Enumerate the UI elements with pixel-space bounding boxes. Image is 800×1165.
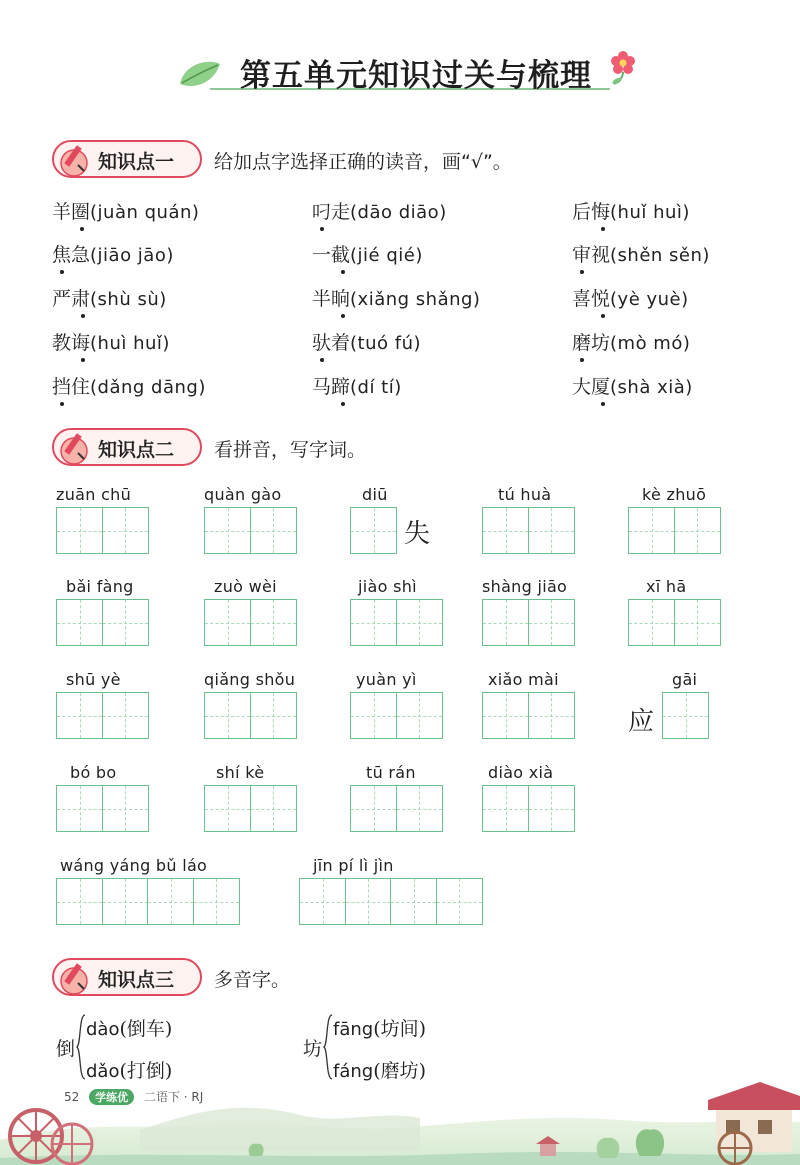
- pinyin-word: [56, 763, 156, 833]
- emphasis-dot: [601, 227, 605, 231]
- writing-cell[interactable]: [102, 785, 149, 832]
- pinyin-label: jiào shì: [358, 577, 417, 596]
- reading-pinyin: dào: [86, 1019, 120, 1040]
- grade-label: 二语下 · RJ: [143, 1090, 204, 1104]
- pinyin-word: [56, 577, 156, 647]
- section-header-1: [52, 140, 800, 180]
- pencil-hand-icon: [56, 431, 94, 465]
- emphasis-dot: [81, 358, 85, 362]
- polyphonic-reading: [86, 1014, 172, 1041]
- reading-item: [572, 240, 710, 267]
- writing-cell[interactable]: [250, 599, 297, 646]
- reading-options[interactable]: (dǎng dāng): [90, 377, 206, 398]
- pinyin-word: [482, 485, 582, 555]
- writing-cell[interactable]: [56, 507, 103, 554]
- reading-item: [312, 284, 480, 311]
- reading-word: 教诲: [52, 332, 91, 354]
- writing-cell[interactable]: [345, 878, 392, 925]
- reading-word: 焦急: [52, 244, 91, 266]
- reading-item: [572, 197, 690, 224]
- writing-cell[interactable]: [102, 878, 149, 925]
- writing-cell[interactable]: [250, 785, 297, 832]
- reading-item: [312, 328, 421, 355]
- pinyin-word: [56, 670, 156, 740]
- pinyin-word: [482, 670, 582, 740]
- brand-badge: 学练优: [89, 1089, 134, 1105]
- section-label: 知识点三: [98, 969, 175, 991]
- page-number: 52: [64, 1090, 80, 1104]
- reading-item: [52, 284, 167, 311]
- reading-options[interactable]: (juàn quán): [90, 202, 200, 223]
- writing-cell[interactable]: [204, 507, 251, 554]
- writing-cell[interactable]: [628, 507, 675, 554]
- reading-example: (倒车): [119, 1018, 173, 1040]
- pinyin-word: [482, 577, 582, 647]
- reading-item: [312, 197, 447, 224]
- emphasis-dot: [320, 227, 324, 231]
- writing-cell[interactable]: [674, 599, 721, 646]
- writing-cell[interactable]: [482, 785, 529, 832]
- pinyin-word: [204, 577, 304, 647]
- reading-word: 马蹄: [312, 376, 351, 398]
- pinyin-label: kè zhuō: [642, 485, 707, 504]
- given-character: 失: [404, 519, 431, 549]
- writing-cell[interactable]: [436, 878, 483, 925]
- writing-cell[interactable]: [350, 785, 397, 832]
- emphasis-dot: [601, 402, 605, 406]
- pinyin-label: zuān chū: [56, 485, 132, 504]
- reading-options[interactable]: (xiǎng shǎng): [350, 289, 481, 310]
- pinyin-label: jīn pí lì jìn: [313, 856, 394, 875]
- pencil-hand-icon: [56, 143, 94, 177]
- reading-item: [572, 328, 690, 355]
- section-header-2: [52, 428, 800, 468]
- reading-word: 叼走: [312, 201, 351, 223]
- writing-cell[interactable]: [528, 507, 575, 554]
- pinyin-label: qiǎng shǒu: [204, 670, 296, 689]
- pinyin-label: shàng jiāo: [482, 577, 568, 596]
- emphasis-dot: [60, 270, 64, 274]
- polyphonic-char: 倒: [56, 1038, 76, 1060]
- reading-word: 喜悦: [572, 288, 611, 310]
- section-instruction: 多音字。: [214, 969, 291, 991]
- emphasis-dot: [80, 227, 84, 231]
- writing-cell[interactable]: [102, 692, 149, 739]
- pinyin-label: xī hā: [646, 577, 687, 596]
- reading-options[interactable]: (shù sù): [90, 289, 167, 310]
- reading-item: [52, 328, 170, 355]
- writing-cell[interactable]: [396, 599, 443, 646]
- pinyin-word: [299, 856, 499, 926]
- writing-cell[interactable]: [204, 785, 251, 832]
- pencil-hand-icon: [56, 961, 94, 995]
- reading-example: (磨坊): [373, 1060, 427, 1082]
- reading-item: [312, 372, 402, 399]
- section-label: 知识点二: [98, 439, 175, 461]
- page-title: 第五单元知识过关与梳理: [240, 58, 592, 94]
- pinyin-label: tú huà: [498, 485, 552, 504]
- pinyin-word: [350, 577, 450, 647]
- pinyin-label: shí kè: [216, 763, 265, 782]
- reading-options[interactable]: (yè yuè): [610, 289, 689, 310]
- polyphonic-reading: [333, 1014, 426, 1041]
- writing-cell[interactable]: [350, 599, 397, 646]
- reading-options[interactable]: (shěn sěn): [610, 245, 710, 266]
- pinyin-word: [628, 485, 728, 555]
- writing-cell[interactable]: [350, 692, 397, 739]
- reading-options[interactable]: (jiāo jāo): [90, 245, 174, 266]
- reading-word: 半晌: [312, 288, 351, 310]
- writing-cell[interactable]: [662, 692, 709, 739]
- writing-cell[interactable]: [628, 599, 675, 646]
- writing-cell[interactable]: [390, 878, 437, 925]
- flower-icon: [608, 50, 638, 88]
- pinyin-word: [56, 485, 156, 555]
- pinyin-word: [482, 763, 582, 833]
- writing-cell[interactable]: [350, 507, 397, 554]
- pinyin-label: zuò wèi: [214, 577, 277, 596]
- reading-options[interactable]: (jié qié): [350, 245, 423, 266]
- reading-item: [572, 372, 693, 399]
- writing-cell[interactable]: [102, 599, 149, 646]
- reading-word: 大厦: [572, 376, 611, 398]
- section-instruction: 给加点字选择正确的读音，画“√”。: [214, 151, 512, 173]
- emphasis-dot: [601, 314, 605, 318]
- writing-cell[interactable]: [56, 785, 103, 832]
- reading-word: 后悔: [572, 201, 611, 223]
- given-character: 应: [628, 707, 655, 737]
- reading-item: [52, 197, 199, 224]
- landscape-illustration: [0, 1070, 800, 1165]
- writing-cell[interactable]: [102, 507, 149, 554]
- reading-options[interactable]: (dāo diāo): [350, 202, 447, 223]
- reading-word: 磨坊: [572, 332, 611, 354]
- reading-pinyin: dǎo: [86, 1061, 120, 1082]
- pinyin-word: [204, 485, 304, 555]
- reading-word: 挡住: [52, 376, 91, 398]
- pinyin-label: shū yè: [66, 670, 121, 689]
- pinyin-word: [204, 670, 304, 740]
- reading-options[interactable]: (dí tí): [350, 377, 402, 398]
- writing-cell[interactable]: [528, 692, 575, 739]
- writing-cell[interactable]: [482, 599, 529, 646]
- reading-options[interactable]: (tuó fú): [350, 333, 422, 354]
- page-footer: [64, 1088, 203, 1105]
- pinyin-label: bó bo: [70, 763, 117, 782]
- reading-word: 驮着: [312, 332, 351, 354]
- pinyin-label: tū rán: [366, 763, 416, 782]
- reading-word: 羊圈: [52, 201, 91, 223]
- pinyin-label: wáng yáng bǔ láo: [60, 856, 208, 875]
- pinyin-word: [628, 577, 728, 647]
- writing-cell[interactable]: [147, 878, 194, 925]
- reading-options[interactable]: (shà xià): [610, 377, 693, 398]
- emphasis-dot: [341, 402, 345, 406]
- writing-cell[interactable]: [204, 599, 251, 646]
- leaf-icon: [178, 58, 222, 90]
- emphasis-dot: [81, 314, 85, 318]
- reading-pinyin: fáng: [333, 1061, 374, 1082]
- emphasis-dot: [580, 358, 584, 362]
- reading-word: 一截: [312, 244, 351, 266]
- pinyin-label: bǎi fàng: [66, 577, 134, 596]
- pinyin-word: [350, 670, 450, 740]
- reading-options[interactable]: (mò mó): [610, 333, 691, 354]
- reading-options[interactable]: (huì huǐ): [90, 333, 170, 354]
- writing-cell[interactable]: [250, 507, 297, 554]
- pinyin-label: gāi: [672, 670, 698, 689]
- pinyin-label: yuàn yì: [356, 670, 417, 689]
- section-instruction: 看拼音，写字词。: [214, 439, 367, 461]
- section-header-3: [52, 958, 800, 998]
- writing-cell[interactable]: [528, 599, 575, 646]
- writing-cell[interactable]: [204, 692, 251, 739]
- pinyin-label: quàn gào: [204, 485, 282, 504]
- writing-cell[interactable]: [56, 878, 103, 925]
- pinyin-word: [56, 856, 256, 926]
- reading-example: (打倒): [119, 1060, 173, 1082]
- pinyin-label: diū: [362, 485, 388, 504]
- emphasis-dot: [320, 358, 324, 362]
- writing-cell[interactable]: [396, 785, 443, 832]
- emphasis-dot: [60, 402, 64, 406]
- pinyin-word: [350, 763, 450, 833]
- polyphonic-char: 坊: [303, 1038, 323, 1060]
- writing-cell[interactable]: [396, 692, 443, 739]
- writing-cell[interactable]: [56, 692, 103, 739]
- reading-item: [572, 284, 689, 311]
- reading-item: [312, 240, 423, 267]
- reading-word: 审视: [572, 244, 611, 266]
- writing-cell[interactable]: [299, 878, 346, 925]
- writing-cell[interactable]: [482, 507, 529, 554]
- reading-example: (坊间): [373, 1018, 427, 1040]
- pinyin-label: diào xià: [488, 763, 554, 782]
- writing-cell[interactable]: [482, 692, 529, 739]
- writing-cell[interactable]: [674, 507, 721, 554]
- pinyin-word: [350, 485, 450, 555]
- pinyin-word: [204, 763, 304, 833]
- pinyin-word: [628, 670, 728, 740]
- reading-item: [52, 240, 174, 267]
- emphasis-dot: [580, 270, 584, 274]
- writing-cell[interactable]: [528, 785, 575, 832]
- reading-options[interactable]: (huǐ huì): [610, 202, 690, 223]
- writing-cell[interactable]: [193, 878, 240, 925]
- section-label: 知识点一: [98, 151, 175, 173]
- reading-item: [52, 372, 206, 399]
- reading-word: 严肃: [52, 288, 91, 310]
- reading-pinyin: fāng: [333, 1019, 374, 1040]
- emphasis-dot: [341, 314, 345, 318]
- pinyin-label: xiǎo mài: [488, 670, 559, 689]
- emphasis-dot: [341, 270, 345, 274]
- writing-cell[interactable]: [56, 599, 103, 646]
- writing-cell[interactable]: [250, 692, 297, 739]
